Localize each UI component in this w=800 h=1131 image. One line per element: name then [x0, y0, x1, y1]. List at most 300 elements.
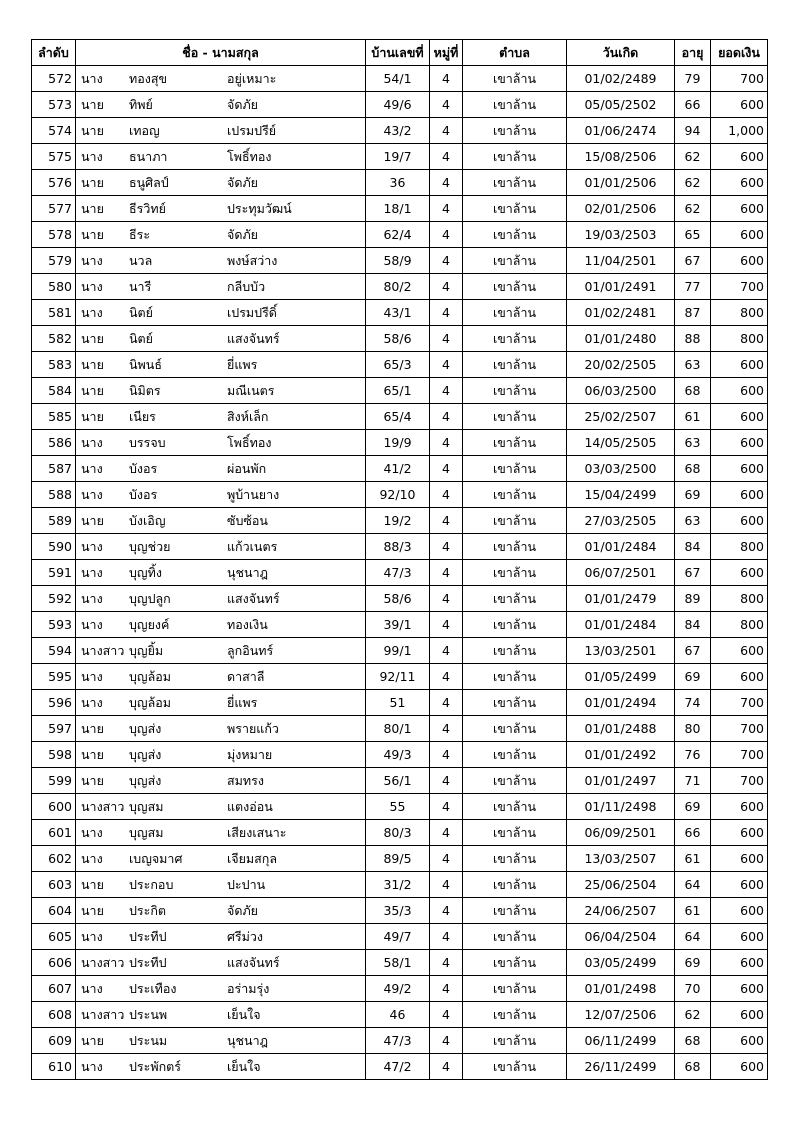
row-tambon: เขาล้าน: [463, 664, 567, 690]
row-title: นาง: [81, 590, 103, 606]
row-name: [76, 170, 366, 196]
row-last-name: อยู่เหมาะ: [227, 70, 277, 86]
row-age: 84: [675, 534, 711, 560]
row-tambon: เขาล้าน: [463, 716, 567, 742]
row-first-name: บุญช่วย: [129, 538, 171, 554]
row-title: นาย: [81, 408, 104, 424]
row-title: นาย: [81, 772, 104, 788]
row-dob: 06/03/2500: [567, 378, 675, 404]
row-last-name: เย็นใจ: [227, 1006, 261, 1022]
row-no: 576: [32, 170, 76, 196]
row-age: 64: [675, 872, 711, 898]
row-dob: 12/07/2506: [567, 1002, 675, 1028]
row-tambon: เขาล้าน: [463, 898, 567, 924]
row-moo: 4: [430, 92, 463, 118]
row-house: 47/2: [366, 1054, 430, 1080]
row-house: 49/2: [366, 976, 430, 1002]
row-moo: 4: [430, 976, 463, 1002]
row-amount: 600: [711, 1054, 768, 1080]
row-house: 54/1: [366, 66, 430, 92]
row-dob: 20/02/2505: [567, 352, 675, 378]
row-title: นาง: [81, 538, 103, 554]
row-first-name: ประกอบ: [129, 876, 174, 892]
row-moo: 4: [430, 118, 463, 144]
row-first-name: เบญจมาศ: [129, 850, 183, 866]
table-row: [32, 456, 768, 482]
header-age: อายุ: [675, 40, 711, 66]
row-first-name: บังอร: [129, 486, 158, 502]
row-title: นาย: [81, 382, 104, 398]
row-age: 68: [675, 1028, 711, 1054]
row-dob: 13/03/2501: [567, 638, 675, 664]
table-row: [32, 300, 768, 326]
row-no: 596: [32, 690, 76, 716]
row-amount: 700: [711, 768, 768, 794]
row-name: [76, 456, 366, 482]
row-last-name: อร่ามรุ่ง: [227, 980, 270, 996]
row-amount: 600: [711, 950, 768, 976]
row-amount: 600: [711, 378, 768, 404]
row-no: 610: [32, 1054, 76, 1080]
row-age: 61: [675, 898, 711, 924]
row-first-name: บุญสม: [129, 798, 164, 814]
row-first-name: ธีรวิทย์: [129, 200, 166, 216]
row-moo: 4: [430, 248, 463, 274]
row-age: 65: [675, 222, 711, 248]
row-tambon: เขาล้าน: [463, 482, 567, 508]
row-age: 66: [675, 820, 711, 846]
row-last-name: มุ่งหมาย: [227, 746, 273, 762]
row-title: นาง: [81, 486, 103, 502]
row-moo: 4: [430, 586, 463, 612]
row-first-name: บุญทิ้ง: [129, 564, 162, 580]
row-tambon: เขาล้าน: [463, 196, 567, 222]
row-amount: 600: [711, 794, 768, 820]
row-last-name: โพธิ์ทอง: [227, 148, 272, 164]
row-no: 577: [32, 196, 76, 222]
row-amount: 600: [711, 976, 768, 1002]
row-name: [76, 378, 366, 404]
row-dob: 01/06/2474: [567, 118, 675, 144]
row-dob: 25/02/2507: [567, 404, 675, 430]
header-no: ลำดับ: [32, 40, 76, 66]
row-house: 89/5: [366, 846, 430, 872]
row-title: นาย: [81, 746, 104, 762]
header-moo: หมู่ที่: [430, 40, 463, 66]
header-name: ชื่อ - นามสกุล: [76, 40, 366, 66]
row-amount: 600: [711, 924, 768, 950]
row-title: นาย: [81, 200, 104, 216]
row-no: 581: [32, 300, 76, 326]
row-moo: 4: [430, 508, 463, 534]
row-no: 589: [32, 508, 76, 534]
row-last-name: ยี่แพร: [227, 356, 258, 372]
row-house: 51: [366, 690, 430, 716]
row-age: 74: [675, 690, 711, 716]
row-first-name: ธนูศิลป์: [129, 174, 169, 190]
row-title: นาง: [81, 694, 103, 710]
row-dob: 01/02/2489: [567, 66, 675, 92]
row-first-name: ประนพ: [129, 1006, 168, 1022]
row-tambon: เขาล้าน: [463, 508, 567, 534]
row-age: 61: [675, 404, 711, 430]
row-amount: 600: [711, 222, 768, 248]
table-row: [32, 742, 768, 768]
row-name: [76, 300, 366, 326]
row-title: นาง: [81, 1058, 103, 1074]
row-name: [76, 846, 366, 872]
row-first-name: ธนาภา: [129, 148, 168, 164]
row-name: [76, 1054, 366, 1080]
row-first-name: นารี: [129, 278, 152, 294]
row-no: 609: [32, 1028, 76, 1054]
row-first-name: นิมิตร: [129, 382, 161, 398]
row-name: [76, 534, 366, 560]
row-last-name: จัดภัย: [227, 174, 259, 190]
row-first-name: นิตย์: [129, 304, 153, 320]
row-moo: 4: [430, 274, 463, 300]
row-tambon: เขาล้าน: [463, 924, 567, 950]
row-first-name: นิตย์: [129, 330, 153, 346]
row-house: 65/4: [366, 404, 430, 430]
row-age: 61: [675, 846, 711, 872]
row-tambon: เขาล้าน: [463, 92, 567, 118]
row-title: นางสาว: [81, 1006, 125, 1022]
row-dob: 11/04/2501: [567, 248, 675, 274]
table-row: [32, 768, 768, 794]
row-house: 80/3: [366, 820, 430, 846]
row-house: 39/1: [366, 612, 430, 638]
row-dob: 01/01/2479: [567, 586, 675, 612]
row-first-name: ประกิต: [129, 902, 167, 918]
row-title: นาย: [81, 720, 104, 736]
row-last-name: พรายแก้ว: [227, 720, 279, 736]
row-dob: 15/08/2506: [567, 144, 675, 170]
row-tambon: เขาล้าน: [463, 170, 567, 196]
row-house: 36: [366, 170, 430, 196]
header-row: [32, 40, 768, 66]
row-name: [76, 976, 366, 1002]
row-last-name: เปรมปรีย์: [227, 122, 277, 138]
row-title: นาย: [81, 356, 104, 372]
row-amount: 700: [711, 742, 768, 768]
row-dob: 01/01/2492: [567, 742, 675, 768]
row-title: นาง: [81, 616, 103, 632]
row-first-name: ประเทือง: [129, 980, 177, 996]
row-age: 80: [675, 716, 711, 742]
row-first-name: บุญส่ง: [129, 720, 162, 736]
row-last-name: ศรีม่วง: [227, 928, 264, 944]
row-no: 598: [32, 742, 76, 768]
row-amount: 700: [711, 66, 768, 92]
table-row: [32, 118, 768, 144]
row-first-name: ประทีป: [129, 954, 167, 970]
row-amount: 600: [711, 872, 768, 898]
table-row: [32, 976, 768, 1002]
row-tambon: เขาล้าน: [463, 300, 567, 326]
table-row: [32, 66, 768, 92]
table-row: [32, 560, 768, 586]
row-amount: 600: [711, 248, 768, 274]
row-tambon: เขาล้าน: [463, 976, 567, 1002]
row-amount: 600: [711, 638, 768, 664]
row-name: [76, 508, 366, 534]
row-tambon: เขาล้าน: [463, 326, 567, 352]
table-row: [32, 846, 768, 872]
row-name: [76, 196, 366, 222]
row-tambon: เขาล้าน: [463, 586, 567, 612]
row-age: 87: [675, 300, 711, 326]
row-age: 70: [675, 976, 711, 1002]
row-tambon: เขาล้าน: [463, 638, 567, 664]
row-tambon: เขาล้าน: [463, 222, 567, 248]
row-age: 62: [675, 1002, 711, 1028]
row-dob: 05/05/2502: [567, 92, 675, 118]
row-moo: 4: [430, 638, 463, 664]
row-title: นาย: [81, 902, 104, 918]
row-last-name: พงษ์สว่าง: [227, 252, 278, 268]
row-no: 600: [32, 794, 76, 820]
row-amount: 600: [711, 508, 768, 534]
row-tambon: เขาล้าน: [463, 404, 567, 430]
row-last-name: ปะปาน: [227, 876, 266, 892]
table-row: [32, 248, 768, 274]
row-moo: 4: [430, 1054, 463, 1080]
row-first-name: ประทีป: [129, 928, 167, 944]
row-moo: 4: [430, 742, 463, 768]
row-last-name: จัดภัย: [227, 902, 259, 918]
row-no: 582: [32, 326, 76, 352]
row-house: 41/2: [366, 456, 430, 482]
row-tambon: เขาล้าน: [463, 690, 567, 716]
table-row: [32, 144, 768, 170]
row-name: [76, 638, 366, 664]
row-dob: 01/11/2498: [567, 794, 675, 820]
row-dob: 06/07/2501: [567, 560, 675, 586]
row-house: 18/1: [366, 196, 430, 222]
row-dob: 01/01/2484: [567, 612, 675, 638]
row-no: 578: [32, 222, 76, 248]
row-age: 66: [675, 92, 711, 118]
row-title: นาง: [81, 980, 103, 996]
row-tambon: เขาล้าน: [463, 846, 567, 872]
row-tambon: เขาล้าน: [463, 144, 567, 170]
row-moo: 4: [430, 794, 463, 820]
row-no: 593: [32, 612, 76, 638]
row-last-name: ผ่อนพัก: [227, 460, 267, 476]
row-amount: 600: [711, 560, 768, 586]
row-title: นาย: [81, 122, 104, 138]
row-age: 76: [675, 742, 711, 768]
row-last-name: ดาสาลี: [227, 668, 265, 684]
row-moo: 4: [430, 222, 463, 248]
row-amount: 800: [711, 534, 768, 560]
row-dob: 02/01/2506: [567, 196, 675, 222]
row-no: 595: [32, 664, 76, 690]
table-row: [32, 794, 768, 820]
row-house: 80/2: [366, 274, 430, 300]
row-last-name: ทองเงิน: [227, 616, 268, 632]
row-no: 585: [32, 404, 76, 430]
table-row: [32, 508, 768, 534]
row-last-name: นุชนาฎ: [227, 564, 268, 580]
row-amount: 600: [711, 404, 768, 430]
row-name: [76, 352, 366, 378]
row-age: 62: [675, 196, 711, 222]
table-row: [32, 222, 768, 248]
row-moo: 4: [430, 534, 463, 560]
row-age: 63: [675, 508, 711, 534]
row-first-name: เนียร: [129, 408, 156, 424]
row-age: 67: [675, 638, 711, 664]
row-title: นาง: [81, 460, 103, 476]
row-last-name: จัดภัย: [227, 226, 259, 242]
table-body: [32, 66, 768, 1080]
row-name: [76, 1028, 366, 1054]
row-first-name: ธีระ: [129, 226, 151, 242]
row-amount: 600: [711, 1002, 768, 1028]
row-amount: 600: [711, 352, 768, 378]
row-name: [76, 118, 366, 144]
row-tambon: เขาล้าน: [463, 612, 567, 638]
row-moo: 4: [430, 690, 463, 716]
row-house: 49/6: [366, 92, 430, 118]
table-row: [32, 690, 768, 716]
row-first-name: บุญส่ง: [129, 772, 162, 788]
row-tambon: เขาล้าน: [463, 768, 567, 794]
row-name: [76, 872, 366, 898]
row-age: 64: [675, 924, 711, 950]
row-amount: 800: [711, 300, 768, 326]
row-moo: 4: [430, 430, 463, 456]
row-dob: 06/09/2501: [567, 820, 675, 846]
row-no: 604: [32, 898, 76, 924]
row-last-name: แสงจันทร์: [227, 330, 280, 346]
row-no: 586: [32, 430, 76, 456]
table-row: [32, 326, 768, 352]
row-dob: 01/01/2488: [567, 716, 675, 742]
row-title: นาย: [81, 174, 104, 190]
row-first-name: บังเอิญ: [129, 512, 166, 528]
row-amount: 600: [711, 846, 768, 872]
row-no: 605: [32, 924, 76, 950]
row-last-name: แตงอ่อน: [227, 798, 273, 814]
row-tambon: เขาล้าน: [463, 950, 567, 976]
row-tambon: เขาล้าน: [463, 352, 567, 378]
table-row: [32, 274, 768, 300]
row-dob: 15/04/2499: [567, 482, 675, 508]
row-house: 19/7: [366, 144, 430, 170]
table-row: [32, 352, 768, 378]
row-tambon: เขาล้าน: [463, 794, 567, 820]
row-age: 62: [675, 144, 711, 170]
row-tambon: เขาล้าน: [463, 742, 567, 768]
row-house: 43/1: [366, 300, 430, 326]
row-dob: 01/01/2498: [567, 976, 675, 1002]
row-title: นาง: [81, 70, 103, 86]
row-last-name: ซับซ้อน: [227, 512, 268, 528]
row-last-name: มณีเนตร: [227, 382, 275, 398]
row-last-name: เจียมสกุล: [227, 850, 278, 866]
row-last-name: แก้วเนตร: [227, 538, 278, 554]
row-dob: 19/03/2503: [567, 222, 675, 248]
row-amount: 600: [711, 170, 768, 196]
row-name: [76, 664, 366, 690]
row-tambon: เขาล้าน: [463, 378, 567, 404]
row-dob: 01/01/2497: [567, 768, 675, 794]
table-row: [32, 950, 768, 976]
row-name: [76, 222, 366, 248]
row-age: 68: [675, 1054, 711, 1080]
row-title: นาง: [81, 850, 103, 866]
row-amount: 700: [711, 274, 768, 300]
table-row: [32, 612, 768, 638]
row-house: 65/3: [366, 352, 430, 378]
row-no: 608: [32, 1002, 76, 1028]
row-title: นาง: [81, 148, 103, 164]
row-house: 99/1: [366, 638, 430, 664]
table-row: [32, 586, 768, 612]
row-house: 62/4: [366, 222, 430, 248]
row-name: [76, 768, 366, 794]
row-name: [76, 274, 366, 300]
row-last-name: นุชนาฎ: [227, 1032, 268, 1048]
row-last-name: ยี่แพร: [227, 694, 258, 710]
table-row: [32, 404, 768, 430]
row-no: 602: [32, 846, 76, 872]
row-title: นาง: [81, 564, 103, 580]
row-last-name: กลีบบัว: [227, 278, 266, 294]
row-moo: 4: [430, 768, 463, 794]
row-moo: 4: [430, 482, 463, 508]
row-name: [76, 66, 366, 92]
row-age: 69: [675, 794, 711, 820]
row-age: 68: [675, 456, 711, 482]
row-moo: 4: [430, 196, 463, 222]
table-row: [32, 430, 768, 456]
row-amount: 600: [711, 456, 768, 482]
row-amount: 600: [711, 820, 768, 846]
row-moo: 4: [430, 378, 463, 404]
row-title: นางสาว: [81, 642, 125, 658]
table-row: [32, 170, 768, 196]
header-tambon: ตำบล: [463, 40, 567, 66]
row-age: 63: [675, 352, 711, 378]
row-moo: 4: [430, 300, 463, 326]
row-last-name: เสียงเสนาะ: [227, 824, 287, 840]
row-house: 35/3: [366, 898, 430, 924]
row-name: [76, 586, 366, 612]
row-first-name: บุญยิ้ม: [129, 642, 164, 658]
row-no: 575: [32, 144, 76, 170]
row-dob: 26/11/2499: [567, 1054, 675, 1080]
row-amount: 1,000: [711, 118, 768, 144]
row-moo: 4: [430, 612, 463, 638]
row-name: [76, 248, 366, 274]
row-title: นาง: [81, 668, 103, 684]
row-first-name: บุญล้อม: [129, 668, 171, 684]
row-first-name: ประพักตร์: [129, 1058, 182, 1074]
row-name: [76, 92, 366, 118]
row-name: [76, 924, 366, 950]
row-name: [76, 898, 366, 924]
header-amount: ยอดเงิน: [711, 40, 768, 66]
row-house: 58/6: [366, 326, 430, 352]
row-no: 573: [32, 92, 76, 118]
row-dob: 01/01/2506: [567, 170, 675, 196]
row-dob: 27/03/2505: [567, 508, 675, 534]
row-moo: 4: [430, 872, 463, 898]
